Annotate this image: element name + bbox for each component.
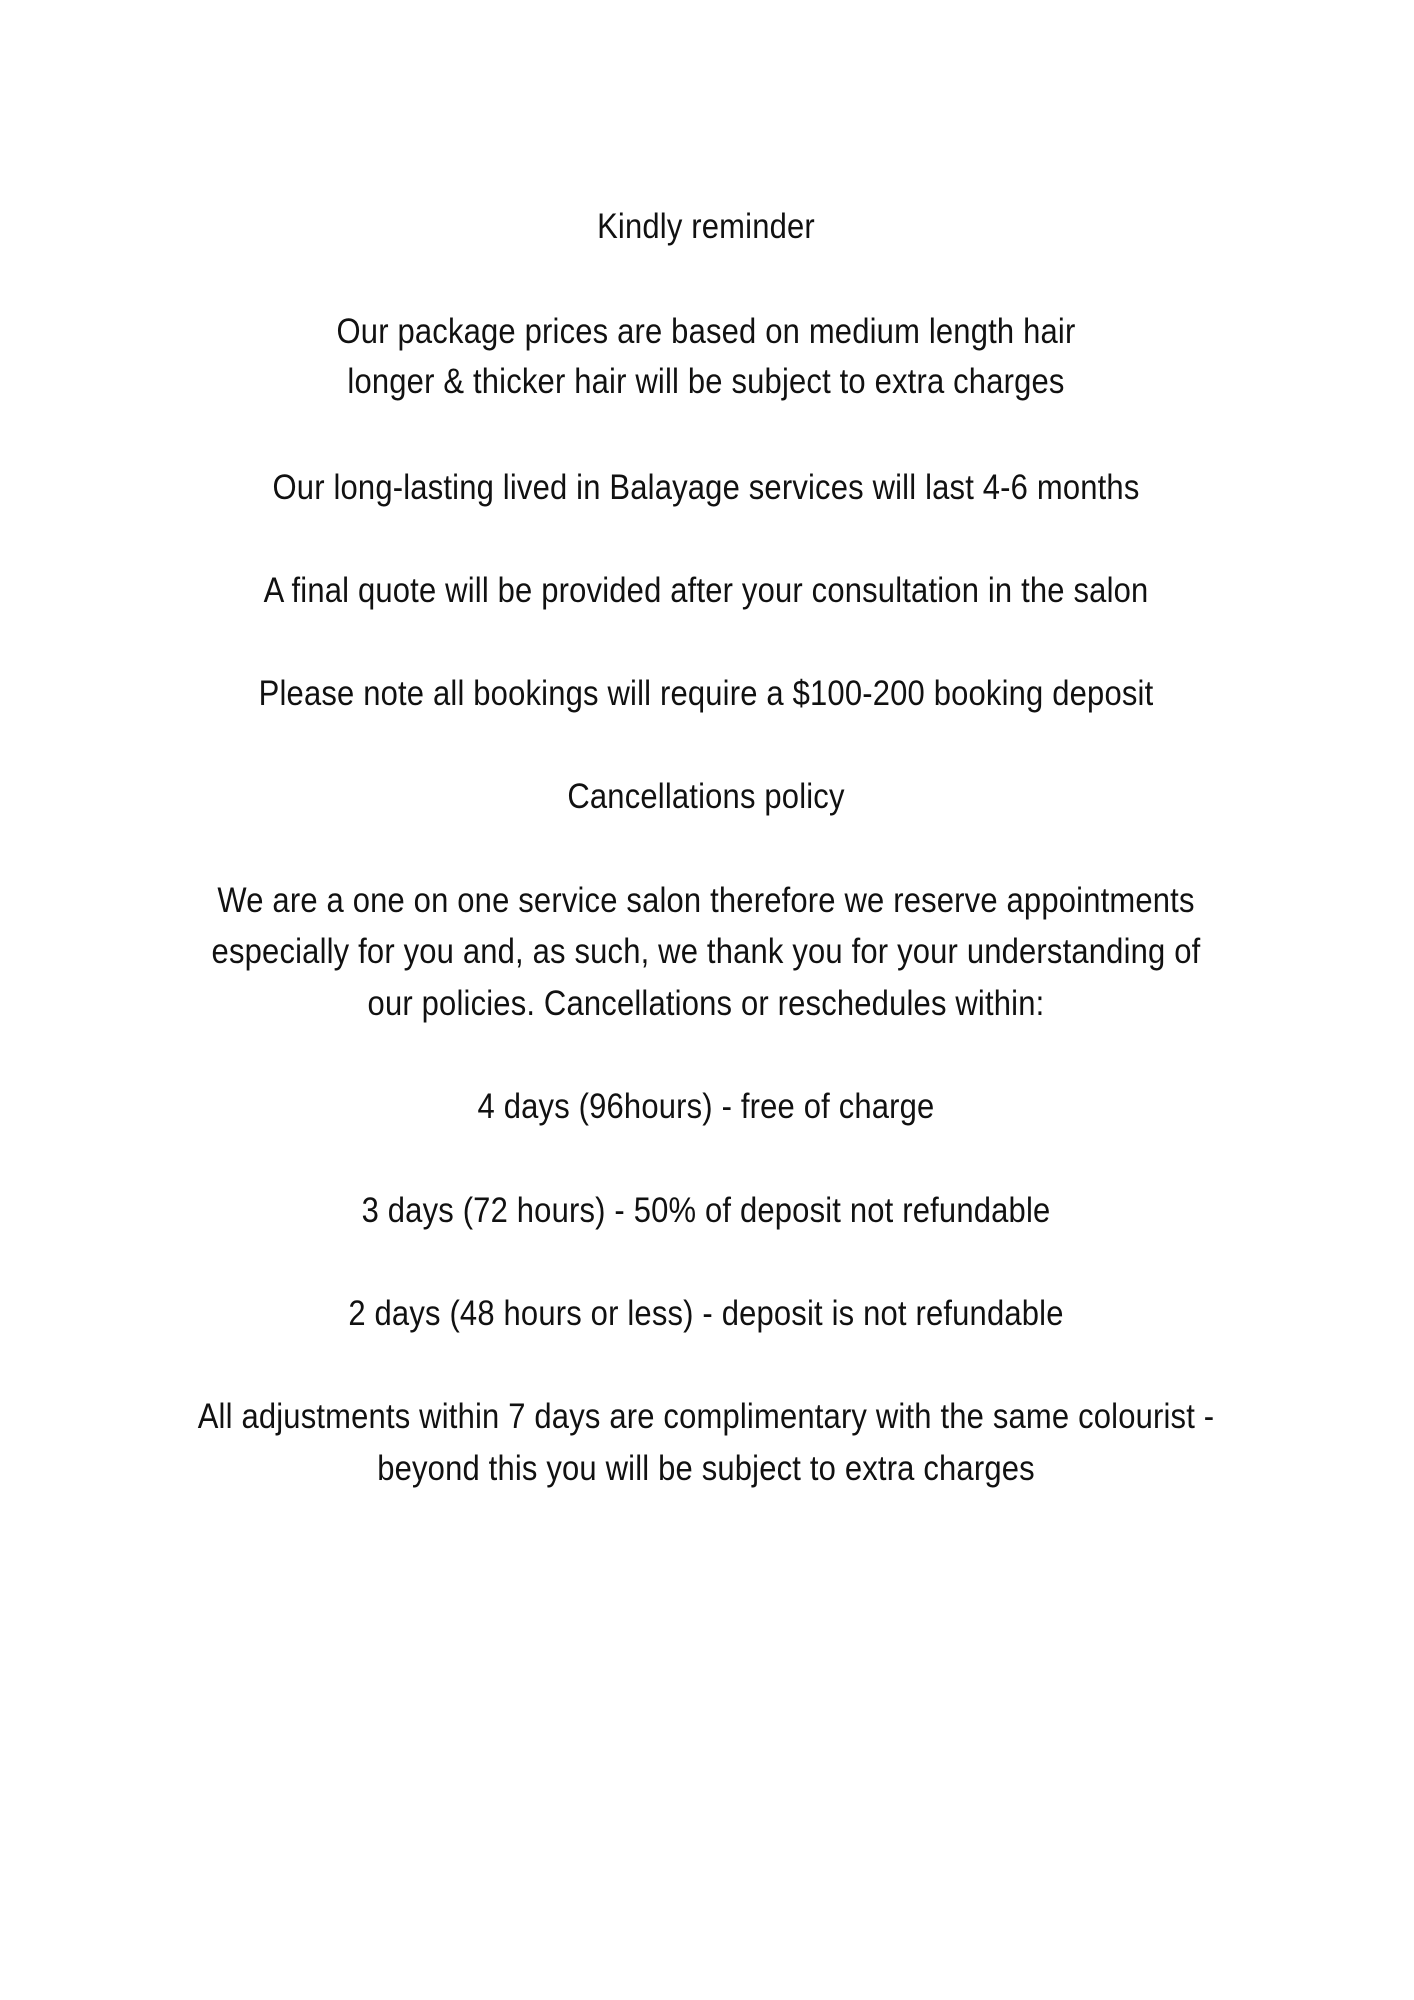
- final-quote-text: A final quote will be provided after your consultation in the salon: [263, 571, 1149, 610]
- cancellation-tier-3-days: 3 days (72 hours) - 50% of deposit not refundable: [361, 1191, 1051, 1230]
- cancellation-tier-2-days: 2 days (48 hours or less) - deposit is not refundable: [348, 1294, 1064, 1333]
- booking-deposit-text: Please note all bookings will require a $100-200 booking deposit: [258, 674, 1154, 713]
- cancellations-heading: Cancellations policy: [567, 777, 845, 816]
- cancellation-intro-line-1: We are a one on one service salon therefore we reserve appointments: [217, 881, 1195, 920]
- cancellation-tier-4-days: 4 days (96hours) - free of charge: [477, 1087, 935, 1126]
- cancellation-intro-line-3: our policies. Cancellations or reschedules within:: [367, 984, 1045, 1023]
- balayage-duration-text: Our long-lasting lived in Balayage services will last 4-6 months: [272, 468, 1140, 507]
- pricing-text-line-1: Our package prices are based on medium length hair: [336, 312, 1076, 351]
- cancellation-intro-line-2: especially for you and, as such, we thank you for your understanding of: [211, 932, 1201, 971]
- adjustments-text-line-2: beyond this you will be subject to extra charges: [377, 1449, 1035, 1488]
- reminder-heading: Kindly reminder: [597, 207, 815, 246]
- pricing-text-line-2: longer & thicker hair will be subject to extra charges: [347, 362, 1065, 401]
- adjustments-text-line-1: All adjustments within 7 days are complimentary with the same colourist -: [197, 1397, 1215, 1436]
